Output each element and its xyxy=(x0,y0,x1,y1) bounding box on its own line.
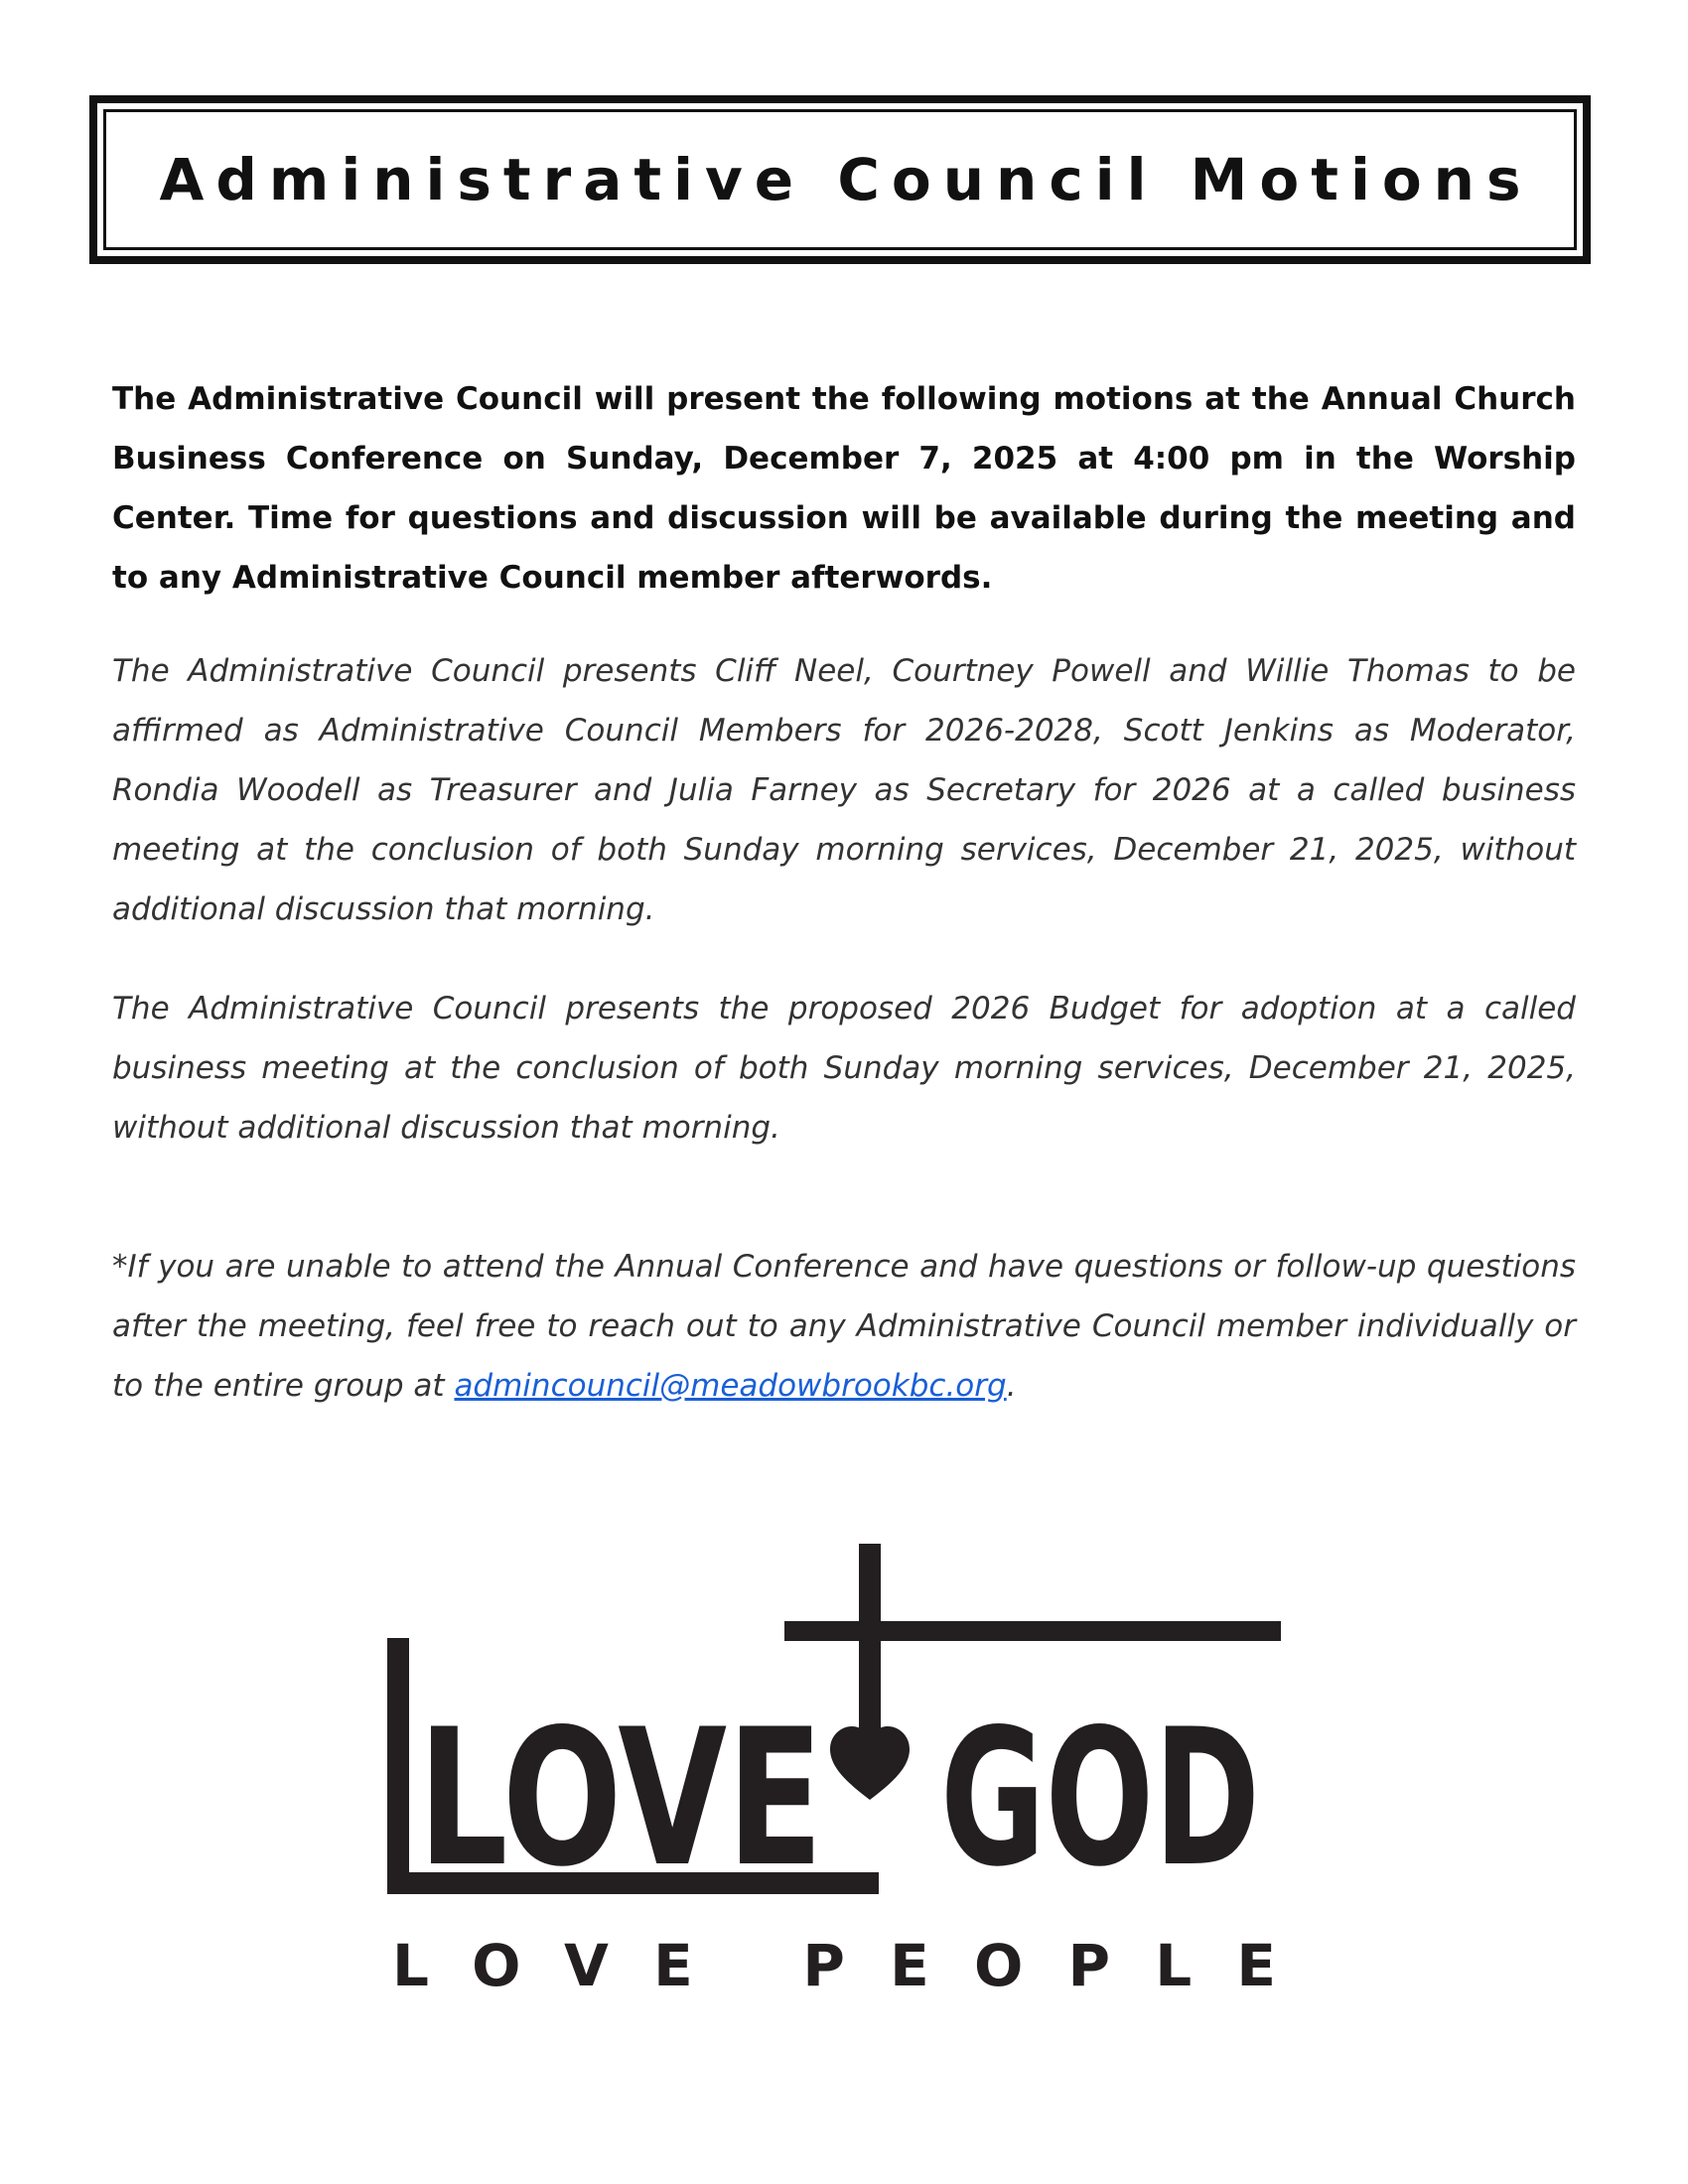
budget-motion-paragraph: The Administrative Council presents the proposed 2026 Budget for adoption at a called business meeting at the conclusion of both Sunday morning services, December 21, 2025, without additional discussion that morning. xyxy=(112,991,1576,1146)
logo-frame-left-bar xyxy=(387,1638,409,1894)
contact-note-trailing: . xyxy=(1006,1368,1017,1404)
title-frame-inner xyxy=(103,109,1577,250)
love-god-love-people-logo xyxy=(387,1544,1281,2000)
logo-god-word: GOD xyxy=(940,1689,1260,1908)
logo-love-word: LOVE xyxy=(418,1689,823,1908)
title-frame xyxy=(89,95,1591,264)
email-link[interactable]: admincouncil@meadowbrookbc.org xyxy=(454,1368,1007,1404)
contact-note-paragraph xyxy=(112,1237,1576,1416)
logo-cross-vertical xyxy=(859,1544,881,1742)
logo-cross-horizontal xyxy=(784,1621,1281,1641)
nominees-motion-paragraph: The Administrative Council presents Cliff Neel, Courtney Powell and Willie Thomas to be affirmed as Administrative Council Members for 2026-2028, Scott Jenkins as Moderator, Rondia Woodell as Treasurer and Julia Farney as Secretary for 2026 at a called business meeting at the conclusion of both Sunday morning services, December 21, 2025, without additional discussion that morning. xyxy=(112,653,1576,927)
contact-note-text: *If you are unable to attend the Annual Conference and have questions or follow-up questions after the meeting, feel free to reach out to any Administrative Council member individually or to the entire group at xyxy=(112,1249,1576,1404)
logo-love-people-tagline: LOVE PEOPLE xyxy=(392,1932,1276,1999)
page-title: Administrative Council Motions xyxy=(159,146,1533,213)
intro-paragraph: The Administrative Council will present the following motions at the Annual Church Business Conference on Sunday, December 7, 2025 at 4:00 pm in the Worship Center. Time for questions and discussion will be available during the meeting and to any Administrative Council member afterwords. xyxy=(112,381,1576,596)
